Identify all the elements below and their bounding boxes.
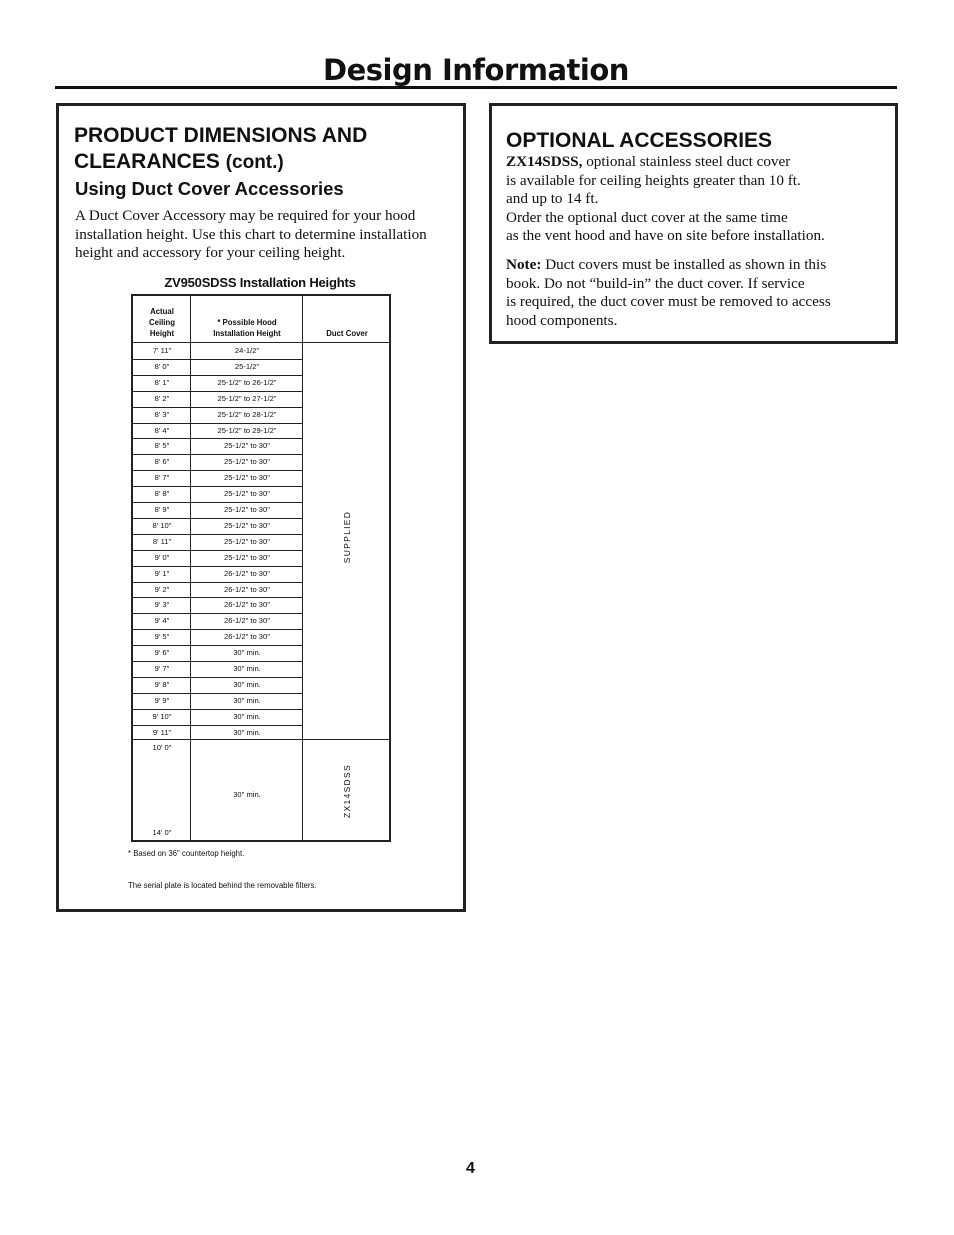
ceiling-height-cell: 9' 7" <box>154 664 170 673</box>
ceiling-height-cell: 9' 8" <box>154 679 170 689</box>
hood-height-cell: 26-1/2" to 30" <box>224 616 270 626</box>
hood-height-cell: 30" min. <box>233 664 261 673</box>
intro-paragraph: A Duct Cover Accessory may be required for your hood installation height. Use this chart to determine installation height and accessory for your ceiling height. <box>75 207 427 262</box>
ceiling-height-cell: 8' 5" <box>154 441 170 451</box>
header-ceiling-line1: Actual <box>150 307 174 316</box>
header-duct-cover: Duct Cover <box>326 329 368 338</box>
accessory-model: ZX14SDSS, <box>506 153 583 170</box>
ceiling-height-cell: 8' 2" <box>154 393 170 403</box>
optional-accessories-heading: OPTIONAL ACCESSORIES <box>506 129 773 152</box>
header-ceiling-height <box>133 296 191 342</box>
hood-height-cell: 25-1/2" to 26-1/2" <box>217 377 277 387</box>
hood-height-cell: 30" min. <box>233 727 261 737</box>
hood-height-cell: 26-1/2" to 30" <box>224 584 270 594</box>
ceiling-height-cell: 9' 3" <box>154 600 170 610</box>
ceiling-height-cell: 9' 1" <box>154 568 170 578</box>
installation-heights-table <box>131 294 391 842</box>
hood-height-cell: 25-1/2" to 27-1/2" <box>217 393 277 403</box>
ceiling-height-cell: 9' 11" <box>152 727 172 737</box>
ceiling-height-cell: 9' 5" <box>154 632 170 642</box>
hood-height-cell: 26-1/2" to 30" <box>224 568 270 578</box>
section-heading-clearances: CLEARANCES <box>74 150 220 173</box>
hood-height-cell: 26-1/2" to 30" <box>224 600 270 610</box>
supplied-divider <box>133 739 389 740</box>
table-title: ZV950SDSS Installation Heights <box>164 275 356 290</box>
ceiling-height-cell: 8' 9" <box>154 505 170 514</box>
note-label: Note: <box>506 256 542 273</box>
ceiling-height-cell: 9' 6" <box>154 648 170 658</box>
page-number: 4 <box>466 1160 475 1177</box>
section-heading-cont: (cont.) <box>225 152 284 173</box>
header-hood-line2: Installation Height <box>213 329 281 338</box>
hood-height-cell: 25-1/2" to 30" <box>224 441 270 451</box>
ceiling-height-cell: 9' 2" <box>154 584 170 594</box>
ceiling-to: 14' 0" <box>152 828 172 837</box>
section-heading-line2 <box>74 149 367 176</box>
note-line: book. Do not “build-in” the duct cover. If service <box>506 274 805 292</box>
ceiling-height-cell: 8' 8" <box>154 489 170 499</box>
ceiling-height-cell: 9' 9" <box>154 695 170 705</box>
ceiling-height-cell: 9' 10" <box>152 711 172 721</box>
section-heading <box>74 123 367 176</box>
hood-height-cell: 25-1/2" to 30" <box>224 552 270 562</box>
duct-cover-zx14sdss: ZX14SDSS <box>342 764 352 818</box>
ceiling-height-cell: 9' 4" <box>154 616 170 626</box>
ceiling-height-cell: 8' 7" <box>154 473 170 483</box>
hood-height-cell: 25-1/2" to 30" <box>224 457 270 467</box>
section-heading-line1: PRODUCT DIMENSIONS AND <box>74 124 368 147</box>
hood-height-last: 30" min. <box>233 790 261 799</box>
header-ceiling-line3: Height <box>149 329 175 338</box>
hood-height-cell: 30" min. <box>233 679 261 689</box>
hood-height-cell: 30" min. <box>233 648 261 658</box>
hood-height-cell: 25-1/2" to 28-1/2" <box>217 409 277 419</box>
accessory-description <box>506 153 891 246</box>
accessory-line-text: optional stainless steel duct cover <box>586 153 791 170</box>
hood-height-cell: 26-1/2" to 30" <box>224 632 270 642</box>
ceiling-height-cell: 7' 11" <box>152 346 172 355</box>
hood-height-cell: 25-1/2" <box>234 361 260 371</box>
ceiling-height-cell: 8' 4" <box>154 425 170 435</box>
note-line <box>506 256 891 275</box>
hood-height-cell: 30" min. <box>233 695 261 705</box>
header-ceiling-line2: Ceiling <box>149 318 175 327</box>
ceiling-height-cell: 8' 6" <box>154 457 170 467</box>
hood-height-cell: 25-1/2" to 29-1/2" <box>217 425 277 435</box>
note-line-text: Duct covers must be installed as shown in this <box>545 256 827 273</box>
ceiling-height-cell: 8' 0" <box>154 361 170 371</box>
accessory-line: as the vent hood and have on site before installation. <box>506 227 825 245</box>
ceiling-height-cell: 9' 0" <box>154 552 170 562</box>
note-line: is required, the duct cover must be removed to access <box>506 293 831 311</box>
hood-height-cell: 25-1/2" to 30" <box>224 520 270 530</box>
ceiling-height-cell: 8' 1" <box>154 377 170 387</box>
accessory-line: and up to 14 ft. <box>506 190 599 208</box>
page-title: Design Information <box>55 50 897 89</box>
hood-height-cell: 24-1/2" <box>234 346 260 355</box>
header-hood-height <box>191 296 303 342</box>
subheading: Using Duct Cover Accessories <box>75 178 344 199</box>
footnote: * Based on 36" countertop height. <box>128 849 245 858</box>
note-paragraph <box>506 256 891 330</box>
accessory-line <box>506 153 891 172</box>
accessory-line: is available for ceiling heights greater than 10 ft. <box>506 171 801 189</box>
hood-height-cell: 25-1/2" to 30" <box>224 473 270 483</box>
optional-accessories-section <box>489 103 898 344</box>
duct-cover-supplied: SUPPLIED <box>342 510 352 564</box>
hood-height-cell: 25-1/2" to 30" <box>224 536 270 546</box>
header-hood-line1: * Possible Hood <box>217 318 277 327</box>
ceiling-height-cell: 8' 10" <box>152 520 172 530</box>
ceiling-height-cell: 8' 3" <box>154 409 170 419</box>
ceiling-height-cell: 8' 11" <box>152 536 172 546</box>
accessory-line: Order the optional duct cover at the same time <box>506 208 788 226</box>
hood-height-cell: 25-1/2" to 30" <box>224 489 270 499</box>
ceiling-from: 10' 0" <box>152 743 172 752</box>
hood-height-cell: 25-1/2" to 30" <box>224 505 270 514</box>
note-line: hood components. <box>506 311 618 329</box>
hood-height-cell: 30" min. <box>233 711 261 721</box>
serial-plate-note: The serial plate is located behind the removable filters. <box>128 881 317 890</box>
